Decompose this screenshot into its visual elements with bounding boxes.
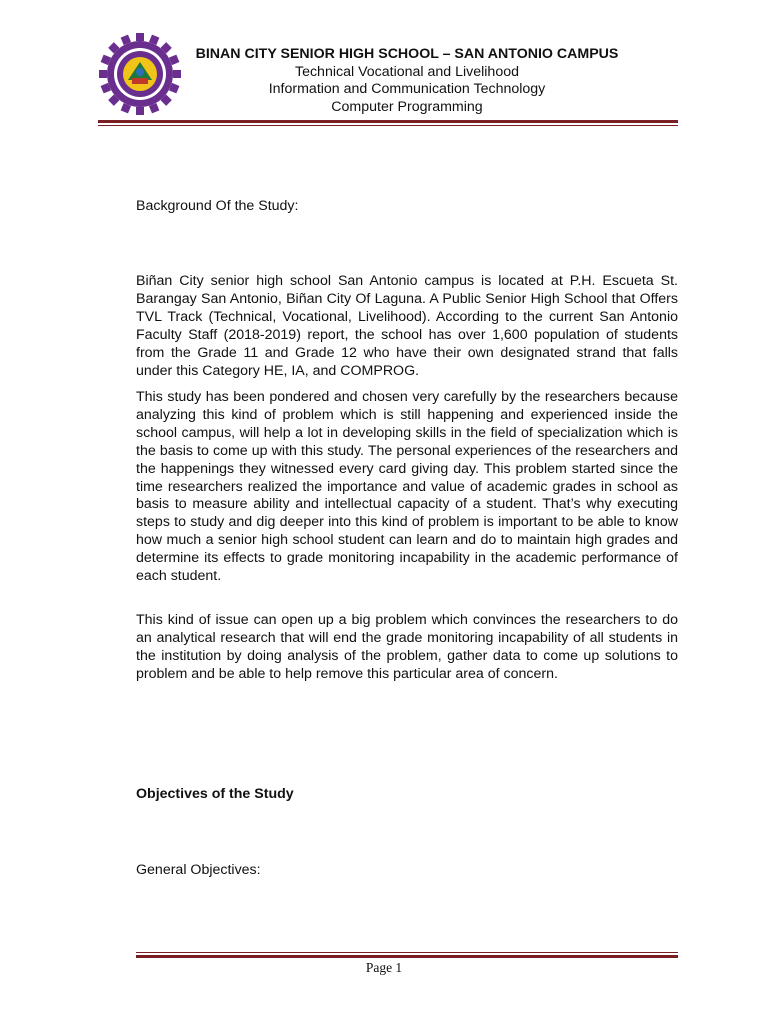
footer-rule-thick — [136, 955, 678, 958]
background-heading: Background Of the Study: — [136, 198, 299, 214]
header-course: Computer Programming — [331, 98, 483, 115]
header-rule-thick — [98, 120, 678, 123]
paragraph-3: This kind of issue can open up a big problem which convinces the researchers to do an analytical research that will end the grade monitoring incapability of all students in the institution by doing analysis of the problem, gather data to come up solutions to problem and be able to help remove this particular area of concern. — [136, 612, 678, 682]
school-seal-icon — [98, 32, 182, 116]
header-rule-thin — [98, 125, 678, 126]
gear-tooth — [136, 33, 144, 41]
header-track: Technical Vocational and Livelihood — [294, 63, 519, 80]
footer-rule-thin — [136, 952, 678, 953]
header-strand: Information and Communication Technology — [268, 81, 546, 97]
objectives-heading: Objectives of the Study — [136, 786, 294, 802]
general-objectives-label: General Objectives: — [136, 862, 261, 878]
school-name: BINAN CITY SENIOR HIGH SCHOOL – SAN ANTONIO CAMPUS — [195, 46, 619, 62]
page-number: Page 1 — [365, 960, 403, 975]
gear-tooth — [99, 70, 107, 78]
gear-tooth — [136, 107, 144, 115]
paragraph-1: Biñan City senior high school San Antonio campus is located at P.H. Escueta St. Barangay San Antonio, Biñan City Of Laguna. A Public Senior High School that Offers TVL Track (Technical, Vocational, Livelihood). According to the current San Antonio Faculty Staff (2018-2019) report, the school has over 1,600 population of students from the Grade 11 and Grade 12 who have their own designated strand that falls under this Category HE, IA, and COMPROG. — [136, 273, 678, 379]
document-header — [180, 46, 634, 116]
paragraph-2: This study has been pondered and chosen very carefully by the researchers because analyzing this kind of problem which is still happening and experienced inside the school campus, will help a lot in developing skills in the field of specialization which is the basis to come up with this study. The personal experiences of the researchers and the happenings they witnessed every card giving day. This problem started since the time researchers realized the importance and value of academic grades in school as basis to measure ability and intellectual capacity of a student. That’s why executing steps to study and dig deeper into this kind of problem is important to be able to know how much a senior high school student can learn and do to maintain high grades and determine its effects to grade monitoring incapability in the academic performance of each student. — [136, 389, 678, 585]
